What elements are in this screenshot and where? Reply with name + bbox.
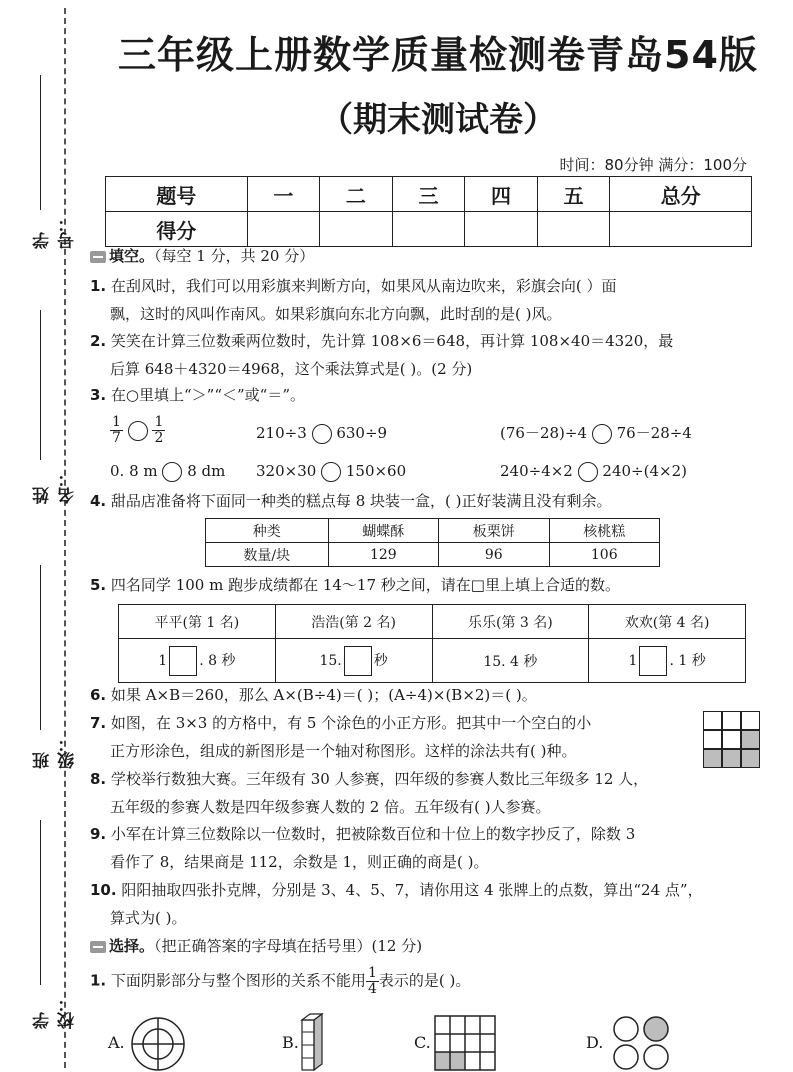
grid-3x3-figure <box>703 711 760 768</box>
question-number: 8. <box>90 770 107 788</box>
choice-question-1 <box>90 966 770 997</box>
score-header-cell: 五 <box>537 177 610 212</box>
question-text: 算式为( )。 <box>110 909 187 927</box>
section1-title: 填空。 <box>109 247 155 265</box>
table-header-cell: 种类 <box>206 519 329 543</box>
question-6 <box>90 681 770 709</box>
table-cell: 1 . 1 秒 <box>589 639 746 683</box>
score-cell[interactable] <box>610 212 752 247</box>
page-subtitle: （期末测试卷） <box>319 100 557 140</box>
question-text: 学校举行数独大赛。三年级有 30 人参赛，四年级的参赛人数比三年级多 12 人， <box>110 770 649 788</box>
compare-circle[interactable] <box>128 421 148 441</box>
table-header-cell: 浩浩(第 2 名) <box>275 605 432 639</box>
question-number: 7. <box>90 714 107 732</box>
score-cell[interactable] <box>392 212 465 247</box>
question-text: 如果 A×B＝260，那么 A×(B÷4)＝( )；(A÷4)×(B×2)＝( )。 <box>110 686 537 704</box>
question-text: 后算 648＋4320＝4968，这个乘法算式是( )。(2 分) <box>110 360 473 378</box>
score-header-cell: 一 <box>247 177 320 212</box>
score-header-cell: 四 <box>465 177 538 212</box>
table-header-cell: 板栗饼 <box>439 519 549 543</box>
table-row <box>206 519 660 543</box>
table-cell: 96 <box>439 543 549 567</box>
compare-item: 210÷3 630÷9 <box>256 424 388 442</box>
option-a-label: A. <box>108 1033 125 1052</box>
score-cell[interactable] <box>247 212 320 247</box>
section1-points: （每空 1 分，共 20 分） <box>154 247 315 265</box>
question-number: 1. <box>90 971 107 990</box>
question-number: 4. <box>90 492 107 510</box>
score-header-cell: 二 <box>320 177 393 212</box>
table-cell: 129 <box>328 543 438 567</box>
score-table-score-row <box>106 212 752 247</box>
table-header-cell: 乐乐(第 3 名) <box>432 605 589 639</box>
table-cell: 106 <box>549 543 659 567</box>
question-number: 9. <box>90 825 107 843</box>
school-label: 学校： <box>33 995 78 1029</box>
option-a-figure[interactable] <box>130 1016 186 1072</box>
fraction: $\frac{1}{2}$ <box>154 414 164 446</box>
score-row-label: 得分 <box>106 212 248 247</box>
option-d-label: D. <box>586 1033 604 1052</box>
section2-points: （把正确答案的字母填在括号里）(12 分) <box>154 937 423 955</box>
option-c-label: C. <box>414 1033 431 1052</box>
section1-heading <box>90 245 314 266</box>
compare-item: 240÷4×2 240÷(4×2) <box>500 462 687 480</box>
question-text: 五年级的参赛人数是四年级参赛人数的 2 倍。五年级有( )人参赛。 <box>110 798 551 816</box>
question-5 <box>90 571 770 599</box>
question-number: 5. <box>90 576 107 594</box>
table-header-cell: 蝴蝶酥 <box>328 519 438 543</box>
score-cell[interactable] <box>537 212 610 247</box>
question-text: 表示的是( )。 <box>378 971 471 990</box>
question-7 <box>90 709 700 765</box>
question-text: 四名同学 100 m 跑步成绩都在 14～17 秒之间，请在□里上填上合适的数。 <box>110 576 620 594</box>
score-header-cell: 题号 <box>106 177 248 212</box>
table-row <box>206 543 660 567</box>
score-table-header-row <box>106 177 752 212</box>
compare-circle[interactable] <box>321 462 341 482</box>
race-table <box>118 604 746 683</box>
compare-item: (76－28)÷4 76－28÷4 <box>500 424 692 442</box>
score-table <box>105 176 752 247</box>
question-text: 笑笑在计算三位数乘两位数时，先计算 108×6＝648，再计算 108×40＝4320，最 <box>110 332 674 350</box>
cake-table <box>205 518 660 567</box>
option-d-figure[interactable] <box>610 1015 674 1071</box>
fraction: $\frac{1}{7}$ <box>112 414 121 446</box>
question-4 <box>90 487 770 515</box>
section-badge-icon <box>90 941 106 953</box>
table-row <box>119 639 746 683</box>
class-label: 班级： <box>33 735 78 769</box>
table-cell: 数量/块 <box>206 543 329 567</box>
compare-circle[interactable] <box>162 462 182 482</box>
option-b-figure[interactable] <box>298 1012 326 1072</box>
fraction: $\frac{1}{4}$ <box>367 965 377 997</box>
table-header-cell: 平平(第 1 名) <box>119 605 276 639</box>
table-cell: 15. 秒 <box>275 639 432 683</box>
question-number: 3. <box>90 386 107 404</box>
table-cell: 1 . 8 秒 <box>119 639 276 683</box>
question-number: 2. <box>90 332 107 350</box>
student-id-label: 学号： <box>33 215 78 249</box>
answer-box[interactable] <box>169 646 197 676</box>
compare-circle[interactable] <box>312 424 332 444</box>
question-10 <box>90 876 770 932</box>
question-text: 飘，这时的风叫作南风。如果彩旗向东北方向飘，此时刮的是( )风。 <box>110 305 562 323</box>
question-3 <box>90 381 770 409</box>
exam-time-info: 时间：80分钟 满分：100分 <box>559 156 747 174</box>
compare-row-1 <box>90 415 770 455</box>
score-cell[interactable] <box>320 212 393 247</box>
question-text: 阳阳抽取四张扑克牌，分别是 3、4、5、7，请你用这 4 张牌上的点数，算出“24 点”， <box>121 881 703 899</box>
score-cell[interactable] <box>465 212 538 247</box>
question-2 <box>90 327 770 383</box>
question-number: 1. <box>90 277 107 295</box>
option-b-label: B. <box>282 1033 299 1052</box>
score-header-cell: 总分 <box>610 177 752 212</box>
compare-item <box>110 415 165 446</box>
cut-line <box>64 8 66 1068</box>
table-header-cell: 核桃糕 <box>549 519 659 543</box>
question-8 <box>90 765 770 821</box>
table-row <box>119 605 746 639</box>
compare-item: 320×30 150×60 <box>256 462 407 480</box>
score-header-cell: 三 <box>392 177 465 212</box>
question-text: 正方形涂色，组成的新图形是一个轴对称图形。这样的涂法共有( )种。 <box>110 742 577 760</box>
section-badge-icon <box>90 251 106 263</box>
binding-margin <box>0 0 78 1072</box>
compare-item: 0. 8 m 8 dm <box>110 462 226 480</box>
section2-heading <box>90 935 422 956</box>
question-text: 看作了 8，结果商是 112，余数是 1，则正确的商是( )。 <box>110 853 489 871</box>
question-number: 6. <box>90 686 107 704</box>
question-text: 甜品店准备将下面同一种类的糕点每 8 块装一盒，( )正好装满且没有剩余。 <box>110 492 612 510</box>
question-1 <box>90 272 770 328</box>
question-text: 在○里填上“＞”“＜”或“＝”。 <box>110 386 306 404</box>
question-9 <box>90 820 770 876</box>
table-header-cell: 欢欢(第 4 名) <box>589 605 746 639</box>
page-title: 三年级上册数学质量检测卷青岛54版 <box>118 33 758 77</box>
option-c-figure[interactable] <box>433 1014 497 1072</box>
question-number: 10. <box>90 881 117 899</box>
answer-box[interactable] <box>344 646 372 676</box>
section2-title: 选择。 <box>109 937 155 955</box>
question-text: 在刮风时，我们可以用彩旗来判断方向，如果风从南边吹来，彩旗会向( ）面 <box>110 277 617 295</box>
table-cell: 15. 4 秒 <box>432 639 589 683</box>
question-text: 小军在计算三位数除以一位数时，把被除数百位和十位上的数字抄反了，除数 3 <box>110 825 636 843</box>
name-label: 姓名： <box>33 470 78 504</box>
answer-box[interactable] <box>639 646 667 676</box>
compare-circle[interactable] <box>578 462 598 482</box>
question-text: 下面阴影部分与整个图形的关系不能用 <box>110 971 366 990</box>
question-text: 如图，在 3×3 的方格中，有 5 个涂色的小正方形。把其中一个空白的小 <box>110 714 592 732</box>
compare-circle[interactable] <box>592 424 612 444</box>
